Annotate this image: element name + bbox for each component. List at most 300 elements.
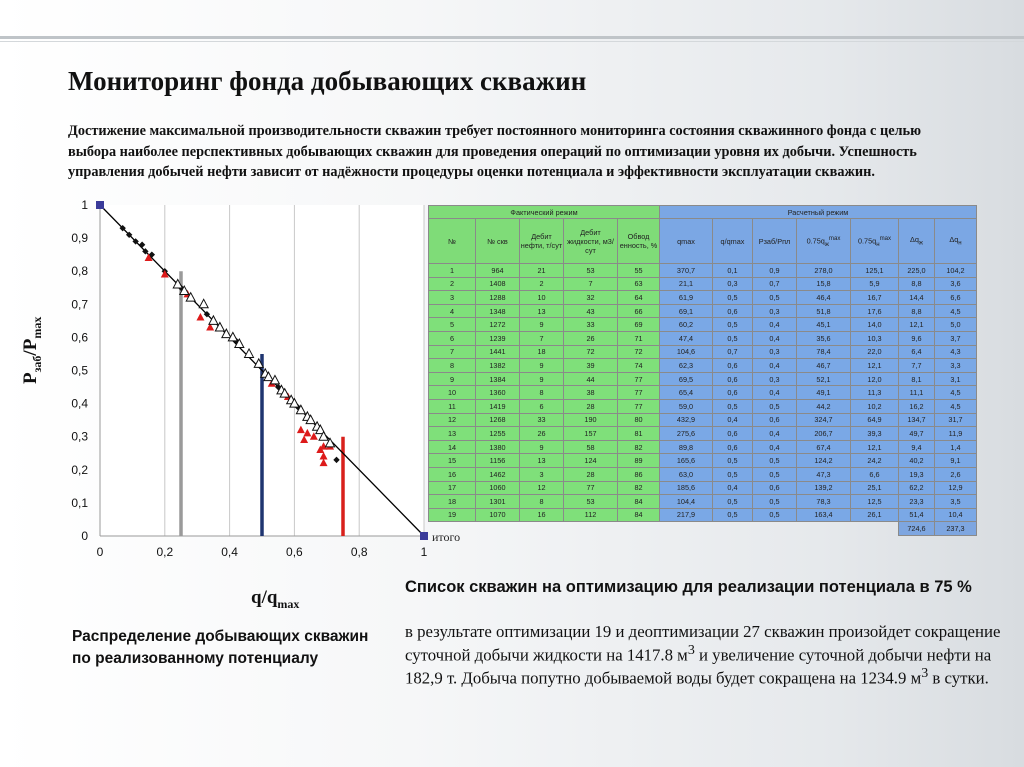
table-cell: 49,1 <box>797 386 851 400</box>
table-cell: 13 <box>520 454 564 468</box>
table-cell: 1408 <box>476 277 520 291</box>
table-cell: 65,4 <box>660 386 713 400</box>
table-cell: 63 <box>618 277 660 291</box>
totals-row <box>429 522 977 536</box>
chart-xlabel <box>251 587 299 612</box>
dqzh-sub: ж <box>918 239 923 247</box>
table-cell: 1 <box>429 264 476 278</box>
table-cell: 157 <box>564 427 618 441</box>
dqzh-label: Δq <box>909 235 919 245</box>
table-cell: 77 <box>618 399 660 413</box>
table-cell: 0,6 <box>713 372 753 386</box>
ylabel-tail: /P <box>20 338 41 356</box>
table-cell: 2 <box>429 277 476 291</box>
table-cell: 104,4 <box>660 495 713 509</box>
table-cell: 69,5 <box>660 372 713 386</box>
table-cell: 1070 <box>476 508 520 522</box>
totals-spacer <box>753 522 797 536</box>
q75n-sup: max <box>879 234 892 242</box>
table-cell: 40,2 <box>899 454 935 468</box>
table-cell: 74 <box>618 359 660 373</box>
table-cell: 45,1 <box>797 318 851 332</box>
table-cell: 0,6 <box>713 440 753 454</box>
table-cell: 7 <box>520 331 564 345</box>
table-cell: 0,4 <box>753 427 797 441</box>
col-oil: Дебит нефти, т/сут <box>520 219 564 264</box>
wells-table <box>428 205 977 536</box>
totals-cell: 724,6 <box>899 522 935 536</box>
table-cell: 8,8 <box>899 277 935 291</box>
q75n-sub: н <box>876 240 880 248</box>
y-tick-label: 0,7 <box>71 297 88 312</box>
table-cell: 139,2 <box>797 481 851 495</box>
table-cell: 0,5 <box>713 399 753 413</box>
table-cell: 16,2 <box>899 399 935 413</box>
table-cell: 1301 <box>476 495 520 509</box>
table-cell: 51,8 <box>797 304 851 318</box>
endpoint-marker <box>96 201 104 209</box>
dqn-label: Δq <box>949 235 959 245</box>
table-cell: 9 <box>429 372 476 386</box>
table-cell: 6 <box>520 399 564 413</box>
table-cell: 72 <box>618 345 660 359</box>
list-text-sup-1: 3 <box>687 642 695 658</box>
table-cell: 89 <box>618 454 660 468</box>
table-cell: 12,0 <box>851 372 899 386</box>
table-cell: 1255 <box>476 427 520 441</box>
table-row <box>429 467 977 481</box>
table-cell: 1156 <box>476 454 520 468</box>
totals-cell: 237,3 <box>935 522 977 536</box>
table-cell: 9,1 <box>935 454 977 468</box>
table-cell: 10 <box>429 386 476 400</box>
table-cell: 1441 <box>476 345 520 359</box>
table-cell: 63,0 <box>660 467 713 481</box>
table-cell: 12,9 <box>935 481 977 495</box>
table-cell: 0,1 <box>713 264 753 278</box>
table-cell: 104,6 <box>660 345 713 359</box>
table-cell: 0,4 <box>753 331 797 345</box>
table-cell: 12 <box>520 481 564 495</box>
table-cell: 3 <box>520 467 564 481</box>
list-text-part-2: и увеличение суточной добычи нефти на 182,9 т. Добыча попутно добываемой воды будет сокращена на 1234.9 м <box>405 645 992 688</box>
table-cell: 3,5 <box>935 495 977 509</box>
top-rule <box>0 36 1024 39</box>
table-row <box>429 454 977 468</box>
col-dqn <box>935 219 977 264</box>
table-cell: 1348 <box>476 304 520 318</box>
table-row <box>429 277 977 291</box>
table-cell: 0,3 <box>753 304 797 318</box>
table-cell: 52,1 <box>797 372 851 386</box>
totals-spacer <box>851 522 899 536</box>
table-cell: 11,3 <box>851 386 899 400</box>
table-cell: 82 <box>618 440 660 454</box>
table-cell: 19,3 <box>899 467 935 481</box>
table-cell: 16 <box>429 467 476 481</box>
table-cell: 26 <box>520 427 564 441</box>
table-cell: 28 <box>564 399 618 413</box>
table-cell: 72 <box>564 345 618 359</box>
table-row <box>429 386 977 400</box>
table-cell: 370,7 <box>660 264 713 278</box>
table-row <box>429 359 977 373</box>
table-cell: 278,0 <box>797 264 851 278</box>
table-cell: 78,3 <box>797 495 851 509</box>
table-cell: 32 <box>564 291 618 305</box>
table-cell: 24,2 <box>851 454 899 468</box>
table-cell: 47,3 <box>797 467 851 481</box>
table-cell: 84 <box>618 508 660 522</box>
table-cell: 9 <box>520 440 564 454</box>
table-cell: 432,9 <box>660 413 713 427</box>
col-liquid: Дебит жидкости, м3/сут <box>564 219 618 264</box>
y-tick-label: 0,5 <box>71 363 88 378</box>
table-cell: 0,5 <box>753 454 797 468</box>
table-row <box>429 304 977 318</box>
table-cell: 62,2 <box>899 481 935 495</box>
table-cell: 28 <box>564 467 618 481</box>
table-cell: 53 <box>564 264 618 278</box>
table-cell: 0,4 <box>753 318 797 332</box>
table-cell: 9 <box>520 359 564 373</box>
table-cell: 12,1 <box>851 359 899 373</box>
table-cell: 25,1 <box>851 481 899 495</box>
x-tick-label: 0,4 <box>221 545 238 559</box>
table-cell: 11,9 <box>935 427 977 441</box>
table-cell: 38 <box>564 386 618 400</box>
table-cell: 0,6 <box>713 427 753 441</box>
table-cell: 71 <box>618 331 660 345</box>
table-cell: 17 <box>429 481 476 495</box>
table-cell: 0,7 <box>753 277 797 291</box>
table-cell: 165,6 <box>660 454 713 468</box>
table-cell: 46,7 <box>797 359 851 373</box>
table-cell: 58 <box>564 440 618 454</box>
list-text-part-1: в результате оптимизации 19 и деоптимизации 27 скважин произойдет сокращение суточной добычи жидкости на 1417.8 м <box>405 622 1001 665</box>
table-cell: 0,5 <box>753 508 797 522</box>
table-cell: 64,9 <box>851 413 899 427</box>
table-cell: 13 <box>429 427 476 441</box>
table-cell: 51,4 <box>899 508 935 522</box>
slide-title: Мониторинг фонда добывающих скважин <box>68 66 587 96</box>
table-row <box>429 427 977 441</box>
totals-spacer <box>520 522 564 536</box>
table-cell: 4 <box>429 304 476 318</box>
table-cell: 39,3 <box>851 427 899 441</box>
table-cell: 0,6 <box>753 413 797 427</box>
itogo-label: итого <box>432 530 461 544</box>
table-cell: 0,6 <box>713 359 753 373</box>
table-cell: 2 <box>520 277 564 291</box>
table-cell: 1268 <box>476 413 520 427</box>
table-cell: 10,3 <box>851 331 899 345</box>
table-cell: 0,6 <box>753 481 797 495</box>
table-cell: 6 <box>429 331 476 345</box>
table-cell: 44 <box>564 372 618 386</box>
table-cell: 1462 <box>476 467 520 481</box>
table-cell: 60,2 <box>660 318 713 332</box>
table-cell: 104,2 <box>935 264 977 278</box>
table-cell: 3,6 <box>935 277 977 291</box>
y-tick-label: 0 <box>81 529 88 543</box>
table-cell: 15 <box>429 454 476 468</box>
table-row <box>429 508 977 522</box>
table-cell: 17,6 <box>851 304 899 318</box>
table-cell: 80 <box>618 413 660 427</box>
totals-spacer <box>660 522 713 536</box>
table-cell: 190 <box>564 413 618 427</box>
table-cell: 23,3 <box>899 495 935 509</box>
table-cell: 18 <box>520 345 564 359</box>
table-cell: 15,8 <box>797 277 851 291</box>
totals-spacer <box>564 522 618 536</box>
y-tick-label: 0,3 <box>71 429 88 444</box>
table-cell: 3,3 <box>935 359 977 373</box>
top-rule-thin <box>0 41 1024 42</box>
table-cell: 8 <box>520 495 564 509</box>
table-cell: 18 <box>429 495 476 509</box>
col-q75 <box>797 219 851 264</box>
totals-spacer <box>713 522 753 536</box>
table-cell: 0,5 <box>713 495 753 509</box>
table-cell: 1360 <box>476 386 520 400</box>
table-cell: 1382 <box>476 359 520 373</box>
table-row <box>429 318 977 332</box>
table-cell: 62,3 <box>660 359 713 373</box>
table-cell: 225,0 <box>899 264 935 278</box>
y-tick-label: 0,6 <box>71 330 88 345</box>
table-cell: 217,9 <box>660 508 713 522</box>
q75-sub: ж <box>824 240 829 248</box>
table-cell: 0,6 <box>713 304 753 318</box>
table-cell: 0,5 <box>753 467 797 481</box>
table-cell: 31,7 <box>935 413 977 427</box>
table-cell: 1060 <box>476 481 520 495</box>
table-cell: 0,9 <box>753 264 797 278</box>
table-cell: 0,4 <box>753 440 797 454</box>
table-cell: 1239 <box>476 331 520 345</box>
table-row <box>429 291 977 305</box>
q75-sup: max <box>828 234 841 242</box>
table-row <box>429 440 977 454</box>
table-cell: 1272 <box>476 318 520 332</box>
table-cell: 12,1 <box>851 440 899 454</box>
table-cell: 26 <box>564 331 618 345</box>
table-cell: 49,7 <box>899 427 935 441</box>
table-cell: 5 <box>429 318 476 332</box>
table-cell: 1288 <box>476 291 520 305</box>
totals-spacer <box>797 522 851 536</box>
table-cell: 4,5 <box>935 386 977 400</box>
list-title: Список скважин на оптимизацию для реализации потенциала в 75 % <box>405 578 972 596</box>
wells-table-body <box>429 264 977 536</box>
col-n: № <box>429 219 476 264</box>
list-text-part-3: в сутки. <box>928 668 989 688</box>
table-cell: 11,1 <box>899 386 935 400</box>
list-text-sup-2: 3 <box>921 665 929 681</box>
table-cell: 8,1 <box>899 372 935 386</box>
table-cell: 964 <box>476 264 520 278</box>
table-cell: 124,2 <box>797 454 851 468</box>
table-cell: 0,5 <box>713 331 753 345</box>
table-cell: 33 <box>520 413 564 427</box>
table-row <box>429 399 977 413</box>
table-cell: 206,7 <box>797 427 851 441</box>
table-cell: 47,4 <box>660 331 713 345</box>
x-tick-label: 0,8 <box>350 545 368 559</box>
table-cell: 185,6 <box>660 481 713 495</box>
table-cell: 26,1 <box>851 508 899 522</box>
table-cell: 0,5 <box>753 291 797 305</box>
table-cell: 69 <box>618 318 660 332</box>
table-cell: 13 <box>520 304 564 318</box>
y-tick-label: 0,2 <box>71 462 88 477</box>
table-cell: 0,6 <box>713 386 753 400</box>
table-cell: 1384 <box>476 372 520 386</box>
x-tick-label: 1 <box>420 545 428 559</box>
ylabel-tail-sub: max <box>29 316 44 339</box>
table-cell: 44,2 <box>797 399 851 413</box>
table-cell: 14,0 <box>851 318 899 332</box>
xlabel-q: q/q <box>251 587 278 608</box>
col-qratio: q/qmax <box>713 219 753 264</box>
table-cell: 77 <box>564 481 618 495</box>
table-cell: 4,3 <box>935 345 977 359</box>
table-cell: 64 <box>618 291 660 305</box>
table-cell: 16,7 <box>851 291 899 305</box>
table-cell: 0,4 <box>713 481 753 495</box>
x-tick-label: 0 <box>96 545 104 559</box>
y-tick-label: 0,9 <box>71 231 88 246</box>
table-row <box>429 495 977 509</box>
table-cell: 14,4 <box>899 291 935 305</box>
table-cell: 10 <box>520 291 564 305</box>
table-cell: 163,4 <box>797 508 851 522</box>
table-cell: 6,6 <box>935 291 977 305</box>
table-cell: 69,1 <box>660 304 713 318</box>
table-cell: 10,2 <box>851 399 899 413</box>
table-cell: 275,6 <box>660 427 713 441</box>
table-row <box>429 372 977 386</box>
table-cell: 0,4 <box>753 386 797 400</box>
endpoint-marker <box>420 532 428 540</box>
table-cell: 4,5 <box>935 399 977 413</box>
table-cell: 0,5 <box>713 467 753 481</box>
totals-spacer <box>429 522 476 536</box>
table-cell: 0,5 <box>753 495 797 509</box>
table-cell: 7 <box>429 345 476 359</box>
table-cell: 125,1 <box>851 264 899 278</box>
table-cell: 7 <box>564 277 618 291</box>
y-tick-label: 0,8 <box>71 264 88 279</box>
table-cell: 39 <box>564 359 618 373</box>
table-cell: 0,3 <box>713 277 753 291</box>
q75-label: 0.75q <box>806 235 825 245</box>
q75n-label: 0.75q <box>857 235 877 245</box>
table-cell: 35,6 <box>797 331 851 345</box>
table-cell: 5,9 <box>851 277 899 291</box>
table-cell: 0,4 <box>753 359 797 373</box>
table-cell: 55 <box>618 264 660 278</box>
table-cell: 12 <box>429 413 476 427</box>
table-cell: 6,6 <box>851 467 899 481</box>
table-cell: 0,5 <box>713 454 753 468</box>
table-cell: 19 <box>429 508 476 522</box>
table-row <box>429 481 977 495</box>
col-qmax: qmax <box>660 219 713 264</box>
table-cell: 0,3 <box>753 345 797 359</box>
table-cell: 8,8 <box>899 304 935 318</box>
table-cell: 53 <box>564 495 618 509</box>
table-cell: 9,4 <box>899 440 935 454</box>
table-row <box>429 413 977 427</box>
table-cell: 3,1 <box>935 372 977 386</box>
table-cell: 14 <box>429 440 476 454</box>
list-text <box>405 623 1005 688</box>
chart-ylabel <box>20 317 45 384</box>
col-q75n <box>851 219 899 264</box>
table-cell: 124 <box>564 454 618 468</box>
table-cell: 5,0 <box>935 318 977 332</box>
table-cell: 0,4 <box>713 413 753 427</box>
table-cell: 4,5 <box>935 304 977 318</box>
table-cell: 33 <box>564 318 618 332</box>
table-cell: 3 <box>429 291 476 305</box>
table-cell: 86 <box>618 467 660 481</box>
table-cell: 0,5 <box>713 291 753 305</box>
group-fact-header: Фактический режим <box>429 206 660 219</box>
table-cell: 8 <box>520 386 564 400</box>
table-cell: 6,4 <box>899 345 935 359</box>
table-cell: 89,8 <box>660 440 713 454</box>
table-cell: 43 <box>564 304 618 318</box>
table-cell: 3,7 <box>935 331 977 345</box>
col-water: Обвод енность, % <box>618 219 660 264</box>
table-cell: 0,5 <box>713 318 753 332</box>
table-cell: 21 <box>520 264 564 278</box>
ylabel-p: P <box>20 372 41 384</box>
table-cell: 1419 <box>476 399 520 413</box>
y-tick-label: 0,1 <box>71 495 88 510</box>
table-row <box>429 345 977 359</box>
xlabel-sub: max <box>277 596 300 611</box>
table-cell: 134,7 <box>899 413 935 427</box>
chart-caption: Распределение добывающих скважин по реализованному потенциалу <box>72 628 369 667</box>
totals-spacer <box>476 522 520 536</box>
table-cell: 81 <box>618 427 660 441</box>
table-cell: 10,4 <box>935 508 977 522</box>
y-tick-label: 1 <box>81 198 88 212</box>
table-cell: 9 <box>520 372 564 386</box>
table-cell: 77 <box>618 372 660 386</box>
table-cell: 77 <box>618 386 660 400</box>
table-cell: 21,1 <box>660 277 713 291</box>
table-row <box>429 331 977 345</box>
table-cell: 66 <box>618 304 660 318</box>
table-cell: 84 <box>618 495 660 509</box>
table-cell: 22,0 <box>851 345 899 359</box>
col-pratio: Pзаб/Pпл <box>753 219 797 264</box>
table-cell: 0,5 <box>713 508 753 522</box>
table-cell: 12,5 <box>851 495 899 509</box>
table-cell: 1380 <box>476 440 520 454</box>
table-cell: 0,3 <box>753 372 797 386</box>
col-well: № скв <box>476 219 520 264</box>
table-cell: 12,1 <box>899 318 935 332</box>
table-cell: 82 <box>618 481 660 495</box>
y-tick-label: 0,4 <box>71 396 88 411</box>
